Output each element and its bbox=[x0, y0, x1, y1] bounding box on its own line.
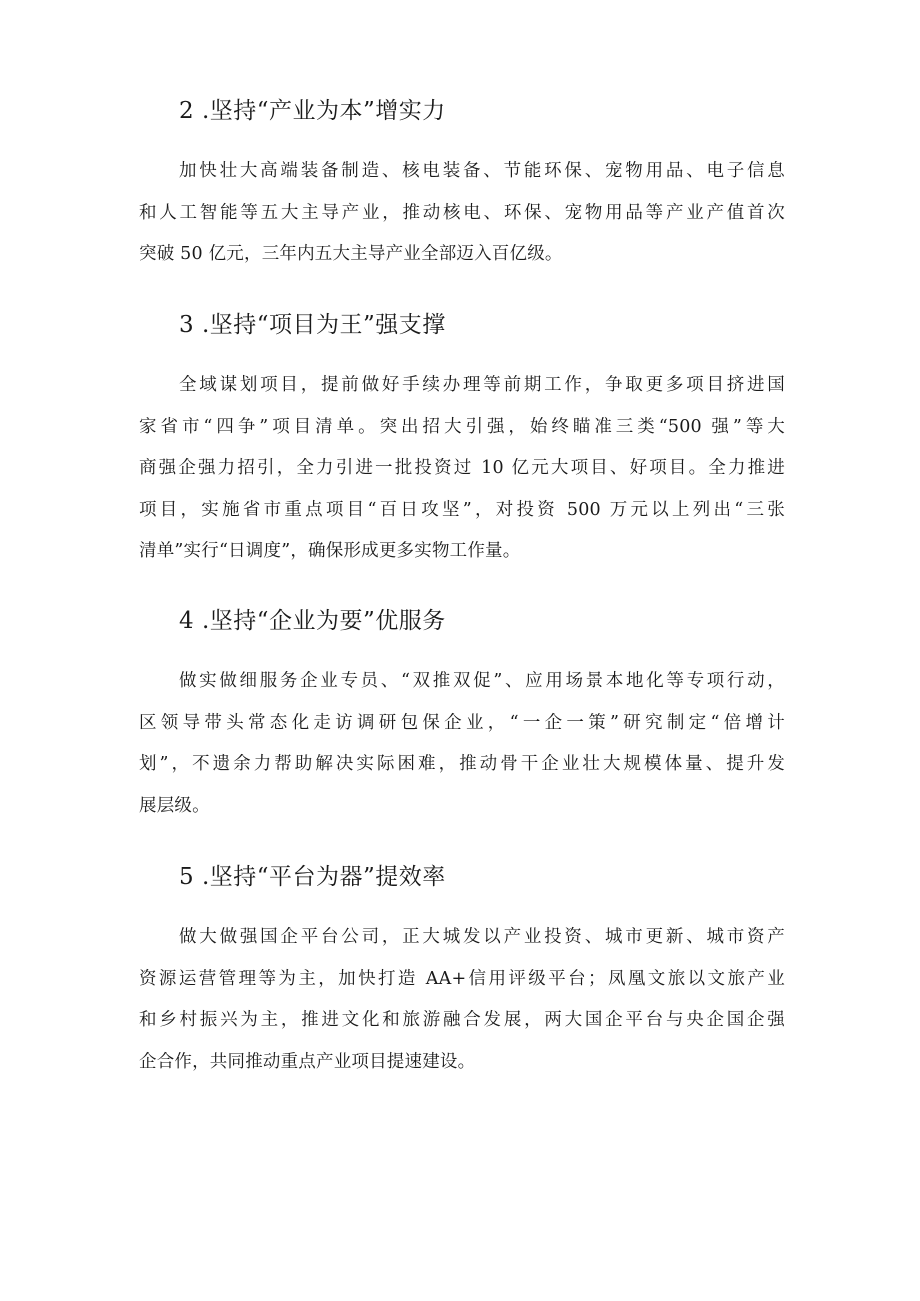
section-heading: 5 .坚持“平台为器”提效率 bbox=[179, 864, 446, 890]
paragraph-line: 清单”实行“日调度”，确保形成更多实物工作量。 bbox=[139, 541, 521, 561]
section-paragraph bbox=[139, 365, 785, 573]
paragraph-line: 区领导带头常态化走访调研包保企业，“一企一策”研究制定“倍增计 bbox=[139, 712, 785, 733]
paragraph-line: 项目，实施省市重点项目“百日攻坚”，对投资 500 万元以上列出“三张 bbox=[139, 499, 785, 520]
paragraph-line: 企合作，共同推动重点产业项目提速建设。 bbox=[139, 1051, 476, 1072]
paragraph-line: 突破 50 亿元，三年内五大主导产业全部迈入百亿级。 bbox=[139, 244, 563, 264]
paragraph-line: 全域谋划项目，提前做好手续办理等前期工作，争取更多项目挤进国 bbox=[179, 375, 785, 395]
paragraph-line: 做实做细服务企业专员、“双推双促”、应用场景本地化等专项行动， bbox=[179, 671, 785, 691]
section-paragraph bbox=[139, 151, 785, 276]
section-heading: 2 .坚持“产业为本”增实力 bbox=[179, 98, 446, 124]
section-paragraph bbox=[139, 661, 785, 827]
paragraph-line: 商强企强力招引，全力引进一批投资过 10 亿元大项目、好项目。全力推进 bbox=[139, 458, 785, 478]
paragraph-line: 做大做强国企平台公司，正大城发以产业投资、城市更新、城市资产 bbox=[179, 927, 785, 947]
section-heading: 3 .坚持“项目为王”强支撑 bbox=[179, 312, 446, 338]
paragraph-line: 展层级。 bbox=[139, 795, 210, 816]
paragraph-line: 和乡村振兴为主，推进文化和旅游融合发展，两大国企平台与央企国企强 bbox=[139, 1010, 785, 1030]
section-paragraph bbox=[139, 917, 785, 1083]
paragraph-line: 家省市“四争”项目清单。突出招大引强，始终瞄准三类“500 强”等大 bbox=[139, 416, 785, 437]
paragraph-line: 资源运营管理等为主，加快打造 AA+信用评级平台；凤凰文旅以文旅产业 bbox=[139, 968, 785, 989]
section-heading: 4 .坚持“企业为要”优服务 bbox=[179, 608, 446, 634]
paragraph-line: 划”，不遗余力帮助解决实际困难，推动骨干企业壮大规模体量、提升发 bbox=[139, 754, 785, 774]
paragraph-line: 和人工智能等五大主导产业，推动核电、环保、宠物用品等产业产值首次 bbox=[139, 202, 785, 223]
paragraph-line: 加快壮大高端装备制造、核电装备、节能环保、宠物用品、电子信息 bbox=[179, 161, 785, 181]
